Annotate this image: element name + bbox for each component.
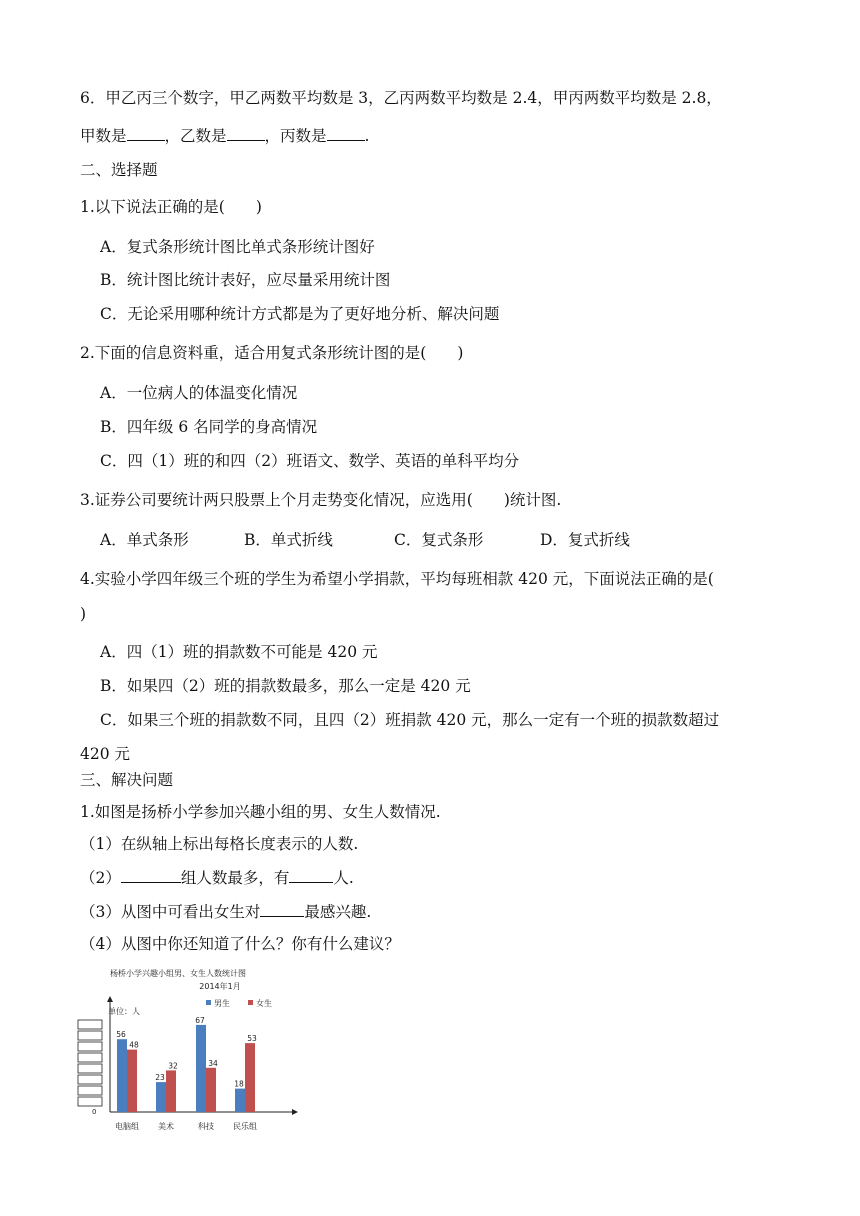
category-label-0: 电脑组 (115, 1122, 139, 1131)
choice-q4-option-b[interactable]: B．如果四（2）班的捐款数最多，那么一定是 420 元 (100, 677, 471, 695)
part2-mid: 组人数最多，有 (180, 869, 290, 887)
part2-end: 人. (333, 869, 354, 887)
legend-label-0: 男生 (214, 999, 230, 1008)
solve-q1-part2 (80, 868, 354, 888)
y-axis-answer-box[interactable] (78, 1020, 102, 1029)
bar-0-1 (127, 1050, 137, 1112)
y-axis-answer-box[interactable] (78, 1064, 102, 1073)
choice-q3-option-a[interactable]: A．单式条形 (100, 531, 189, 549)
part3-end: 最感兴趣. (304, 903, 372, 921)
choice-q1-option-c[interactable]: C．无论采用哪种统计方式都是为了更好地分析、解决问题 (100, 305, 500, 323)
choice-q4-option-a[interactable]: A．四（1）班的捐款数不可能是 420 元 (100, 643, 378, 661)
choice-q3-option-d[interactable]: D．复式折线 (540, 531, 630, 549)
data-label-0-0: 56 (116, 1030, 126, 1040)
y-axis-boxes[interactable] (78, 1020, 102, 1106)
choice-q4-stem: 4.实验小学四年级三个班的学生为希望小学捐款，平均每班相款 420 元，下面说法正确的是( (80, 570, 714, 588)
chart-legend (206, 998, 272, 1008)
choice-q2-option-b[interactable]: B．四年级 6 名同学的身高情况 (100, 418, 318, 436)
solve-q1-part4: （4）从图中你还知道了什么？你有什么建议？ (80, 935, 400, 953)
choice-q3-option-c[interactable]: C．复式条形 (394, 531, 484, 549)
choice-q1-stem: 1.以下说法正确的是( ) (80, 198, 262, 216)
choice-q4-stem-cont: ) (80, 605, 87, 623)
bar-2-1 (206, 1068, 216, 1112)
y-axis-answer-box[interactable] (78, 1086, 102, 1095)
choice-q2-option-c[interactable]: C．四（1）班的和四（2）班语文、数学、英语的单科平均分 (100, 452, 520, 470)
q6-bing-label: ，丙数是 (264, 127, 327, 145)
answer-blank-bing[interactable] (327, 126, 365, 141)
y-axis-answer-box[interactable] (78, 1031, 102, 1040)
y-axis-arrow (107, 996, 113, 1002)
category-label-1: 美术 (158, 1122, 174, 1131)
answer-blank-jia[interactable] (127, 126, 165, 141)
data-label-3-0: 18 (234, 1079, 244, 1089)
answer-blank-yi[interactable] (227, 126, 265, 141)
legend-label-1: 女生 (256, 999, 272, 1008)
choice-q1-option-b[interactable]: B．统计图比统计表好，应尽量采用统计图 (100, 271, 391, 289)
data-label-1-0: 23 (155, 1073, 165, 1083)
bar-1-1 (166, 1070, 176, 1112)
data-label-2-1: 34 (208, 1058, 218, 1068)
section-2-title: 二、选择题 (80, 161, 158, 179)
section-3-title: 三、解决问题 (80, 771, 174, 789)
choice-q3-option-b[interactable]: B．单式折线 (244, 531, 333, 549)
part2-prefix: （2） (80, 869, 121, 887)
y-axis-zero: 0 (92, 1108, 97, 1116)
bar-2-0 (196, 1025, 206, 1112)
legend-swatch-1 (248, 1000, 253, 1005)
y-axis-answer-box[interactable] (78, 1097, 102, 1106)
q6-yi-label: ，乙数是 (164, 127, 227, 145)
bar-3-0 (235, 1089, 245, 1112)
bar-1-0 (156, 1082, 166, 1112)
legend-swatch-0 (206, 1000, 211, 1005)
data-label-3-1: 53 (247, 1034, 257, 1044)
choice-q1-option-a[interactable]: A．复式条形统计图比单式条形统计图好 (100, 238, 375, 256)
choice-q2-option-a[interactable]: A．一位病人的体温变化情况 (100, 384, 298, 402)
answer-blank-group[interactable] (121, 868, 181, 883)
bar-chart (70, 962, 310, 1140)
chart-bars (116, 1016, 257, 1112)
part3-prefix: （3）从图中可看出女生对 (80, 903, 261, 921)
y-axis-answer-box[interactable] (78, 1075, 102, 1084)
choice-q2-stem: 2.下面的信息资料重，适合用复式条形统计图的是( ) (80, 344, 464, 362)
chart-unit-label: 单位：人 (108, 1007, 140, 1016)
chart-categories (115, 1121, 257, 1131)
y-axis-answer-box[interactable] (78, 1042, 102, 1051)
choice-q4-option-c[interactable]: C．如果三个班的捐款数不同，且四（2）班捐款 420 元，那么一定有一个班的损款数超过 (100, 711, 720, 729)
bar-0-0 (117, 1039, 127, 1112)
answer-blank-count[interactable] (289, 868, 333, 883)
data-label-0-1: 48 (129, 1040, 139, 1050)
solve-q1-stem: 1.如图是扬桥小学参加兴趣小组的男、女生人数情况. (80, 803, 441, 821)
x-axis-arrow (292, 1109, 298, 1115)
category-label-3: 民乐组 (233, 1122, 257, 1131)
solve-q1-part1: （1）在纵轴上标出每格长度表示的人数. (80, 835, 359, 853)
data-label-1-1: 32 (168, 1061, 178, 1071)
q6-line2 (80, 126, 369, 146)
category-label-2: 科技 (198, 1122, 214, 1131)
chart-title: 杨桥小学兴趣小组男、女生人数统计图 (110, 969, 246, 978)
answer-blank-interest[interactable] (260, 902, 304, 917)
data-label-2-0: 67 (195, 1015, 205, 1025)
choice-q3-stem: 3.证券公司要统计两只股票上个月走势变化情况，应选用( )统计图. (80, 491, 562, 509)
q6-line1: 6．甲乙丙三个数字，甲乙两数平均数是 3，乙丙两数平均数是 2.4，甲丙两数平均数是 2.8， (80, 89, 722, 107)
q6-end: . (364, 127, 370, 145)
chart-subtitle: 2014年1月 (199, 982, 241, 991)
solve-q1-part3 (80, 902, 371, 922)
bar-3-1 (245, 1043, 255, 1112)
y-axis-answer-box[interactable] (78, 1053, 102, 1062)
choice-q4-option-c-cont: 420 元 (80, 745, 131, 763)
q6-jia-label: 甲数是 (80, 127, 127, 145)
